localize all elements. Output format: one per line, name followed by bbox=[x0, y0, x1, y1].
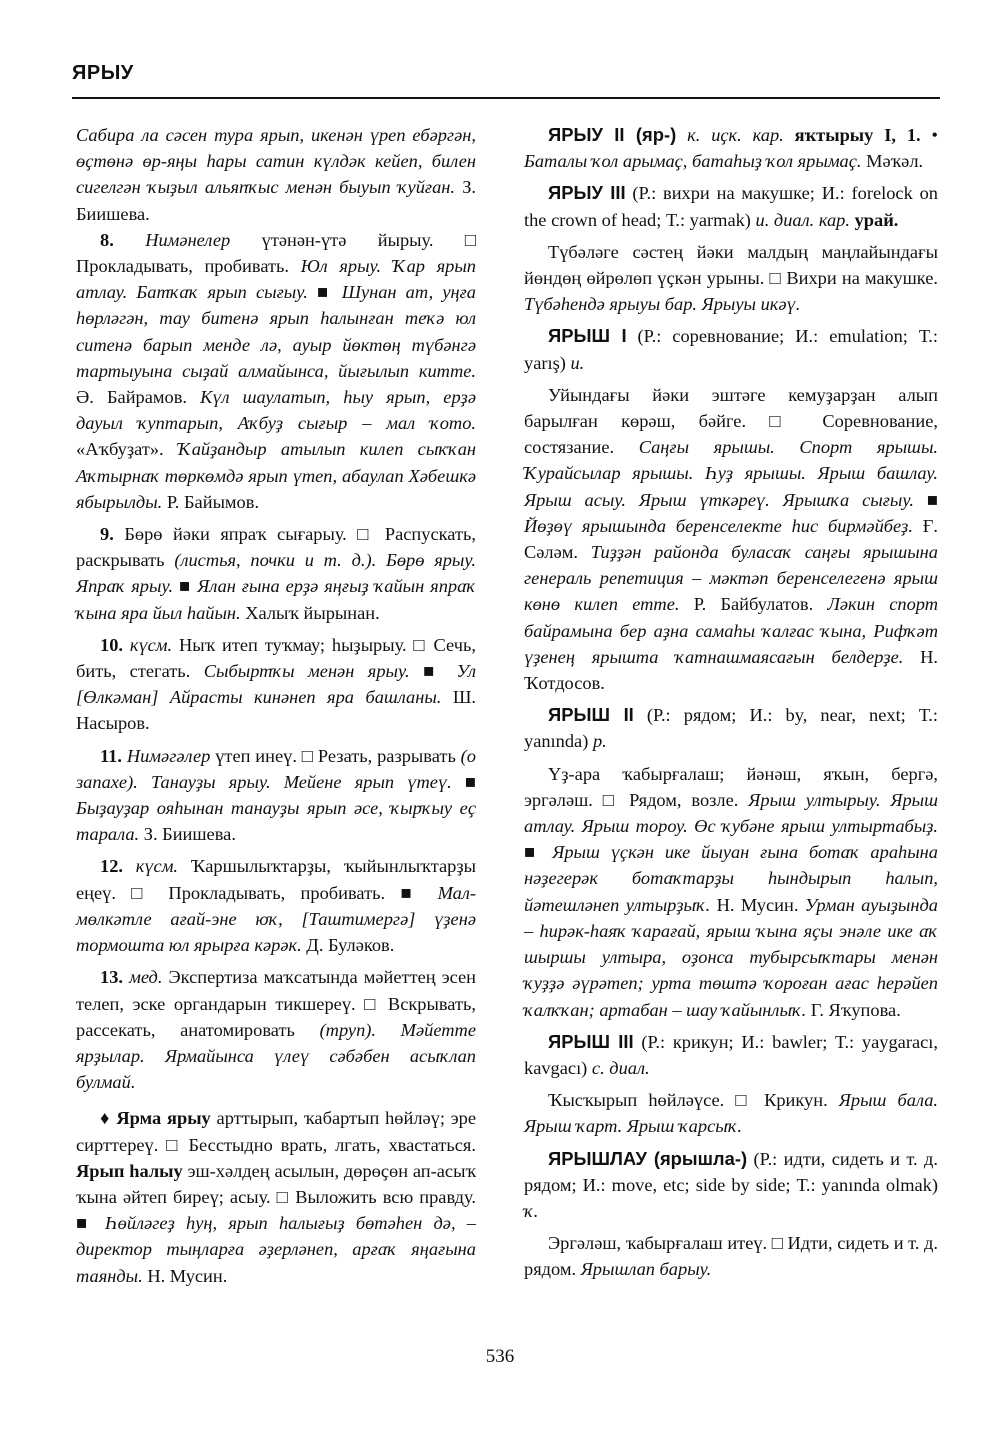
dictionary-paragraph: ЯРЫШ I (Р.: соревнование; И.: emulation; Т.: yarış) и. bbox=[524, 325, 938, 373]
header-rule bbox=[72, 97, 940, 99]
dictionary-paragraph: Сабира ла сәсен тура ярып, икенән үреп ебәргән, өҫтөнә өр-яңы һары сатин күлдәк кейеп, билен сигелгән ҡыҙыл альяпҡыс менән быуып ҡуйған. З. Биишева. bbox=[76, 125, 476, 224]
dictionary-paragraph: Уйындағы йәки эштәге кемуҙарҙан алып барылған көрәш, бәйге. □ Соревнование, состязание. Саңғы ярышы. Спорт ярышы. Ҡурайсылар ярышы. Һуҙ ярышы. Ярыш башлау. Ярыш асыу. Ярыш үткәреү. Ярышҡа сығыу. ■ Йөҙөү ярышында беренселекте һис бирмәйбеҙ. Ғ. Сәләм. Тиҙҙән районда буласаҡ саңғы ярышына генераль репетиция – мәктәп беренселегенә ярыш көнө килеп етте. Р. Байбулатов. Ләкин спорт байрамына бер аҙна самаһы ҡалғас ҡына, Рифҡәт үҙенең ярышта ҡатнашмаясағын белдерҙе. Н. Ҡотдосов. bbox=[524, 384, 939, 694]
left-column bbox=[76, 122, 476, 1289]
dictionary-paragraph: ЯРЫШ II (Р.: рядом; И.: by, near, next; Т.: yanında) р. bbox=[524, 704, 938, 752]
dictionary-paragraph: ЯРЫУ III (Р.: вихри на макушке; И.: forelock on the crown of head; Т.: yarmak) и. диал. кар. урай. bbox=[524, 182, 939, 230]
dictionary-paragraph: 11. Нимәгәлер үтеп инеү. □ Резать, разрывать (о запахе). Танауҙы ярыу. Мейене ярып үтеү. ■ Быҙауҙар ояһынан танауҙы ярып әсе, ҡырҡыу еҫ тарала. З. Биишева. bbox=[76, 745, 476, 845]
dictionary-paragraph: Ҡысҡырып һөйләүсе. □ Крикун. Ярыш бала. Ярыш ҡарт. Ярыш ҡарсыҡ. bbox=[524, 1090, 938, 1137]
running-head: ЯРЫУ bbox=[72, 62, 134, 84]
dictionary-paragraph: ЯРЫШЛАУ (ярышла-) (Р.: идти, сидеть и т. д. рядом; И.: move, etc; side by side; Т.: yanında olmak) ҡ. bbox=[524, 1147, 938, 1221]
dictionary-paragraph: 9. Бөрө йәки япраҡ сығарыу. □ Распускать, раскрывать (листья, почки и т. д.). Бөрө ярыу. Япраҡ ярыу. ■ Ялан ғына ерҙә яңғыҙ ҡайын япраҡ ҡына яра йыл һайын. Халыҡ йырынан. bbox=[76, 524, 476, 623]
dictionary-paragraph: 13. мед. Экспертиза маҡсатында мәйеттең эсен телеп, эске органдарын тикшереү. □ Вскрывать, рассекать, анатомировать (труп). Мәйетте ярҙылар. Ярмайынса үлеү сәбәбен асыҡлап булмай. bbox=[76, 967, 477, 1093]
dictionary-paragraph: Түбәләге сәстең йәки малдың маңлайындағы йөндөң өйрөлөп үҫкән урыны. □ Вихри на макушке. Түбәһендә ярыуы бар. Ярыуы икәү. bbox=[524, 241, 938, 315]
dictionary-paragraph: 8. Нимәнелер үтәнән-үтә йырыу. □ Прокладывать, пробивать. Юл ярыу. Ҡар ярып атлау. Батҡаҡ ярып сығыу. ■ Шунан ат, уңға һөрләгән, тау битенә ярып һалынған теҡә юл ситенә барып менде лә, ауыр йөктөң түбәнгә тартыуына сыҙай алмайынса, йығылып китте. Ә. Байрамов. Күл шаулатып, һыу ярып, ерҙә дауыл ҡуптарып, Аҡбуҙ сығыр – мал ҡото. «Аҡбуҙат». Ҡайҙандыр атылып килеп сыҡҡан Аҡтырнаҡ төркөмдә ярып үтеп, абаулап Хәбешкә ябырылды. Р. Байымов. bbox=[76, 229, 477, 512]
dictionary-paragraph: 12. күсм. Ҡаршылыҡтарҙы, ҡыйынлыҡтарҙы еңеү. □ Прокладывать, пробивать. ■ Мал-мөлкәтле ағай-эне юҡ, [Таштимергә] үҙенә тормошта юл ярырға кәрәк. Д. Буләков. bbox=[76, 856, 476, 956]
dictionary-paragraph: ЯРЫУ II (яр-) к. иҫк. кар. яҡтырыу I, 1. • Баталы ҡол арымаҫ, батаһыҙ ҡол ярымаҫ. Мәҡәл. bbox=[524, 124, 938, 172]
dictionary-paragraph: Эргәләш, ҡабырғалаш итеү. □ Идти, сидеть и т. д. рядом. Ярышлап барыу. bbox=[524, 1233, 938, 1280]
dictionary-paragraph: Үҙ-ара ҡабырғалаш; йәнәш, яҡын, бергә, эргәләш. □ Рядом, возле. Ярыш ултырыу. Ярыш атлау. Ярыш тороу. Өс ҡубәне ярыш ултыртабыҙ. ■ Ярыш үҫкән ике йыуан ғына ботаҡ араһына нәҙегерәк ботаҡтарҙы һындырып һалып, йәтешләнеп ултырҙыҡ. Н. Мусин. Урман ауыҙында – һирәк-һаяҡ ҡарағай, ярыш ҡына яҫы энәле ике аҡ шыршы ултыра, оҙонса тубырсыҡтары менән ҡуҙҙә әүрәтеп; урта төштә ҡороған ағас һерәйеп ҡалҡҡан; артабан – шау ҡайынлыҡ. Г. Яҡупова. bbox=[524, 763, 938, 1020]
page-number: 536 bbox=[485, 1346, 515, 1367]
right-column bbox=[524, 122, 938, 1283]
dictionary-paragraph: ЯРЫШ III (Р.: крикун; И.: bawler; Т.: yaygaracı, kavgacı) с. диал. bbox=[524, 1030, 938, 1078]
dictionary-paragraph: ♦ Ярма ярыу арттырып, ҡабартып һөйләү; эре сирттереү. □ Бесстыдно врать, лгать, хвастаться. Ярып һалыу эш-хәлдең асылын, дөрөҫөн ап-асыҡ ҡына әйтеп биреү; асыу. □ Выложить всю правду. ■ Һөйләгеҙ һуң, ярып һалығыҙ бөтәһен дә, – директор тыңларға әҙерләнеп, арғаҡ яңағына таянды. Н. Мусин. bbox=[76, 1108, 477, 1286]
dictionary-paragraph: 10. күсм. Ныҡ итеп туҡмау; һыҙырыу. □ Сечь, бить, стегать. Сыбыртҡы менән ярыу. ■ Ул [Өлкәман] Айрасты кинәнеп яра башланы. Ш. Насыров. bbox=[76, 634, 477, 734]
